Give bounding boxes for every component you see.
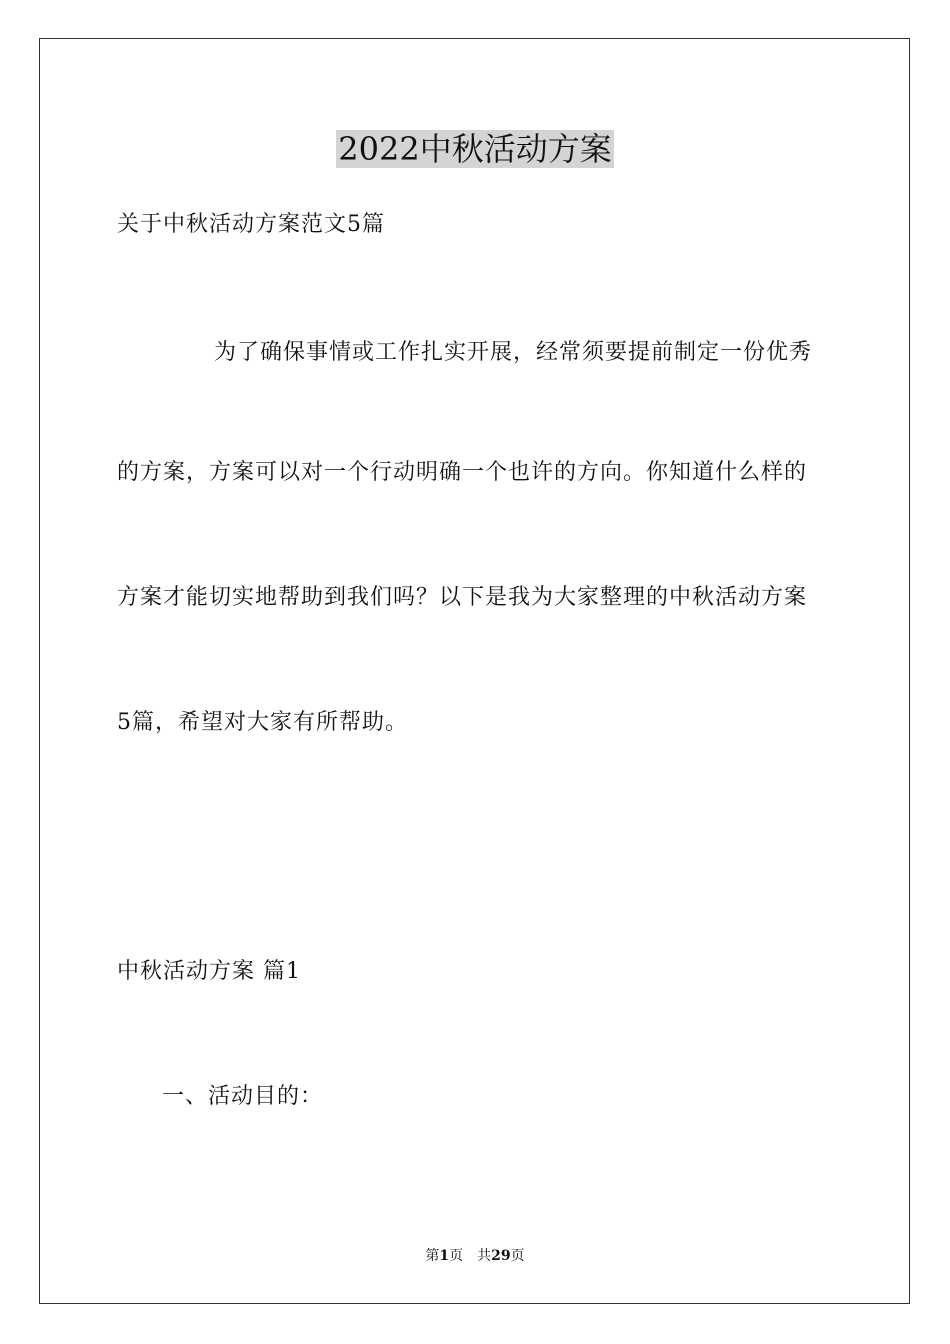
page-suffix: 页 [449,1248,464,1264]
total-prefix: 共 [477,1248,492,1264]
page-prefix: 第 [425,1248,440,1264]
total-pages: 29 [491,1248,511,1264]
document-subtitle: 关于中秋活动方案范文5篇 [117,212,385,237]
document-title-text: 2022中秋活动方案 [338,130,612,168]
intro-paragraph-line-3: 方案才能切实地帮助到我们吗？以下是我为大家整理的中秋活动方案 [117,585,808,610]
list-heading: 一、活动目的： [162,1084,324,1109]
intro-paragraph-line-1: 为了确保事情或工作扎实开展，经常须要提前制定一份优秀 [214,340,813,365]
page-footer [0,1247,950,1265]
intro-paragraph-line-2: 的方案，方案可以对一个行动明确一个也许的方向。你知道什么样的 [117,460,808,485]
page-number: 1 [439,1248,450,1264]
section-heading: 中秋活动方案 篇1 [117,959,301,984]
total-suffix: 页 [510,1248,525,1264]
intro-paragraph-line-4: 5篇，希望对大家有所帮助。 [117,710,408,735]
document-title [0,128,950,170]
